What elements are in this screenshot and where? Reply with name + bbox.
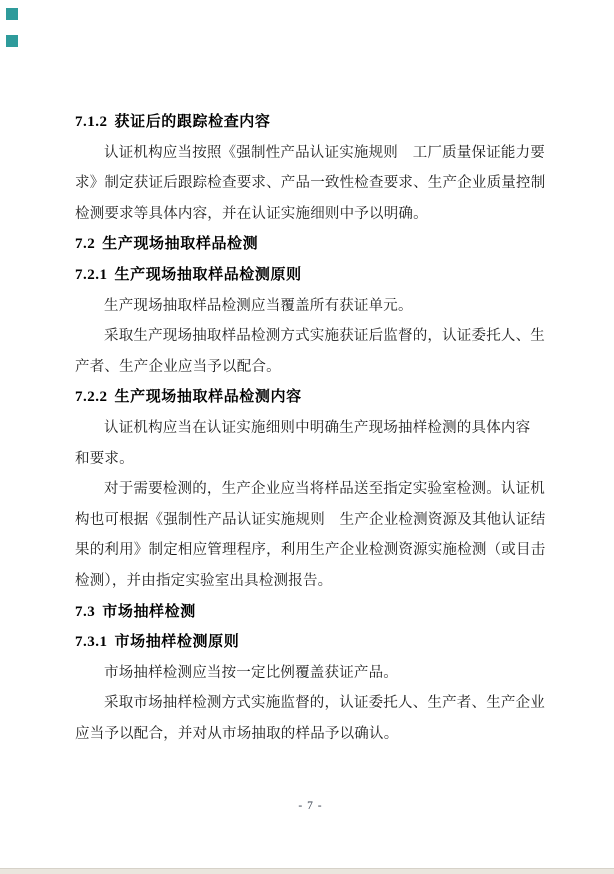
section-number: 7.1.2 bbox=[75, 114, 108, 130]
text-line: 和要求。 bbox=[75, 450, 134, 467]
text-line: 应当予以配合，并对从市场抽取的样品予以确认。 bbox=[75, 725, 399, 742]
text-line: 检测），并由指定实验室出具检测报告。 bbox=[75, 572, 333, 589]
section-number: 7.3.1 bbox=[75, 634, 108, 651]
text-line: 采取市场抽样检测方式实施监督的，认证委托人、生产者、生产企业 bbox=[104, 695, 545, 712]
text-line: 认证机构应当按照《强制性产品认证实施规则 工厂质量保证能力要 bbox=[104, 144, 545, 161]
teal-marker-icon bbox=[6, 35, 18, 47]
section-number: 7.2 bbox=[75, 236, 96, 253]
section-title: 市场抽样检测原则 bbox=[114, 633, 240, 651]
section-number: 7.3 bbox=[75, 603, 96, 620]
section-title: 市场抽样检测 bbox=[102, 602, 196, 620]
corner-markers bbox=[6, 8, 18, 62]
section-heading-7-2 bbox=[75, 229, 546, 260]
section-heading-7-1-2 bbox=[75, 107, 546, 138]
text-line: 果的利用》制定相应管理程序，利用生产企业检测资源实施检测（或目击 bbox=[75, 542, 546, 559]
section-heading-7-2-2 bbox=[75, 382, 546, 413]
section-number: 7.2.1 bbox=[75, 266, 108, 283]
section-title: 生产现场抽取样品检测内容 bbox=[114, 388, 302, 406]
text-line: 市场抽样检测应当按一定比例覆盖获证产品。 bbox=[104, 664, 398, 681]
text-line: 对于需要检测的，生产企业应当将样品送至指定实验室检测。认证机 bbox=[104, 481, 545, 498]
text-line: 生产现场抽取样品检测应当覆盖所有获证单元。 bbox=[104, 297, 413, 314]
text-line: 认证机构应当在认证实施细则中明确生产现场抽样检测的具体内容 bbox=[104, 419, 531, 436]
section-title: 生产现场抽取样品检测原则 bbox=[114, 265, 302, 283]
section-title: 获证后的跟踪检查内容 bbox=[114, 113, 271, 130]
page-bottom-edge bbox=[0, 868, 614, 874]
section-heading-7-3-1 bbox=[75, 627, 546, 658]
section-title: 生产现场抽取样品检测 bbox=[102, 235, 259, 253]
section-number: 7.2.2 bbox=[75, 389, 108, 406]
text-line: 求》制定获证后跟踪检查要求、产品一致性检查要求、生产企业质量控制 bbox=[75, 175, 546, 192]
teal-marker-icon bbox=[6, 8, 18, 20]
text-line: 采取生产现场抽取样品检测方式实施获证后监督的，认证委托人、生 bbox=[104, 328, 545, 345]
document-body bbox=[75, 107, 546, 749]
text-line: 构也可根据《强制性产品认证实施规则 生产企业检测资源及其他认证结 bbox=[75, 511, 546, 528]
text-line: 检测要求等具体内容，并在认证实施细则中予以明确。 bbox=[75, 205, 428, 222]
section-heading-7-3 bbox=[75, 597, 546, 628]
section-heading-7-2-1 bbox=[75, 260, 546, 291]
page-number: - 7 - bbox=[298, 800, 323, 812]
text-line: 产者、生产企业应当予以配合。 bbox=[75, 358, 281, 375]
